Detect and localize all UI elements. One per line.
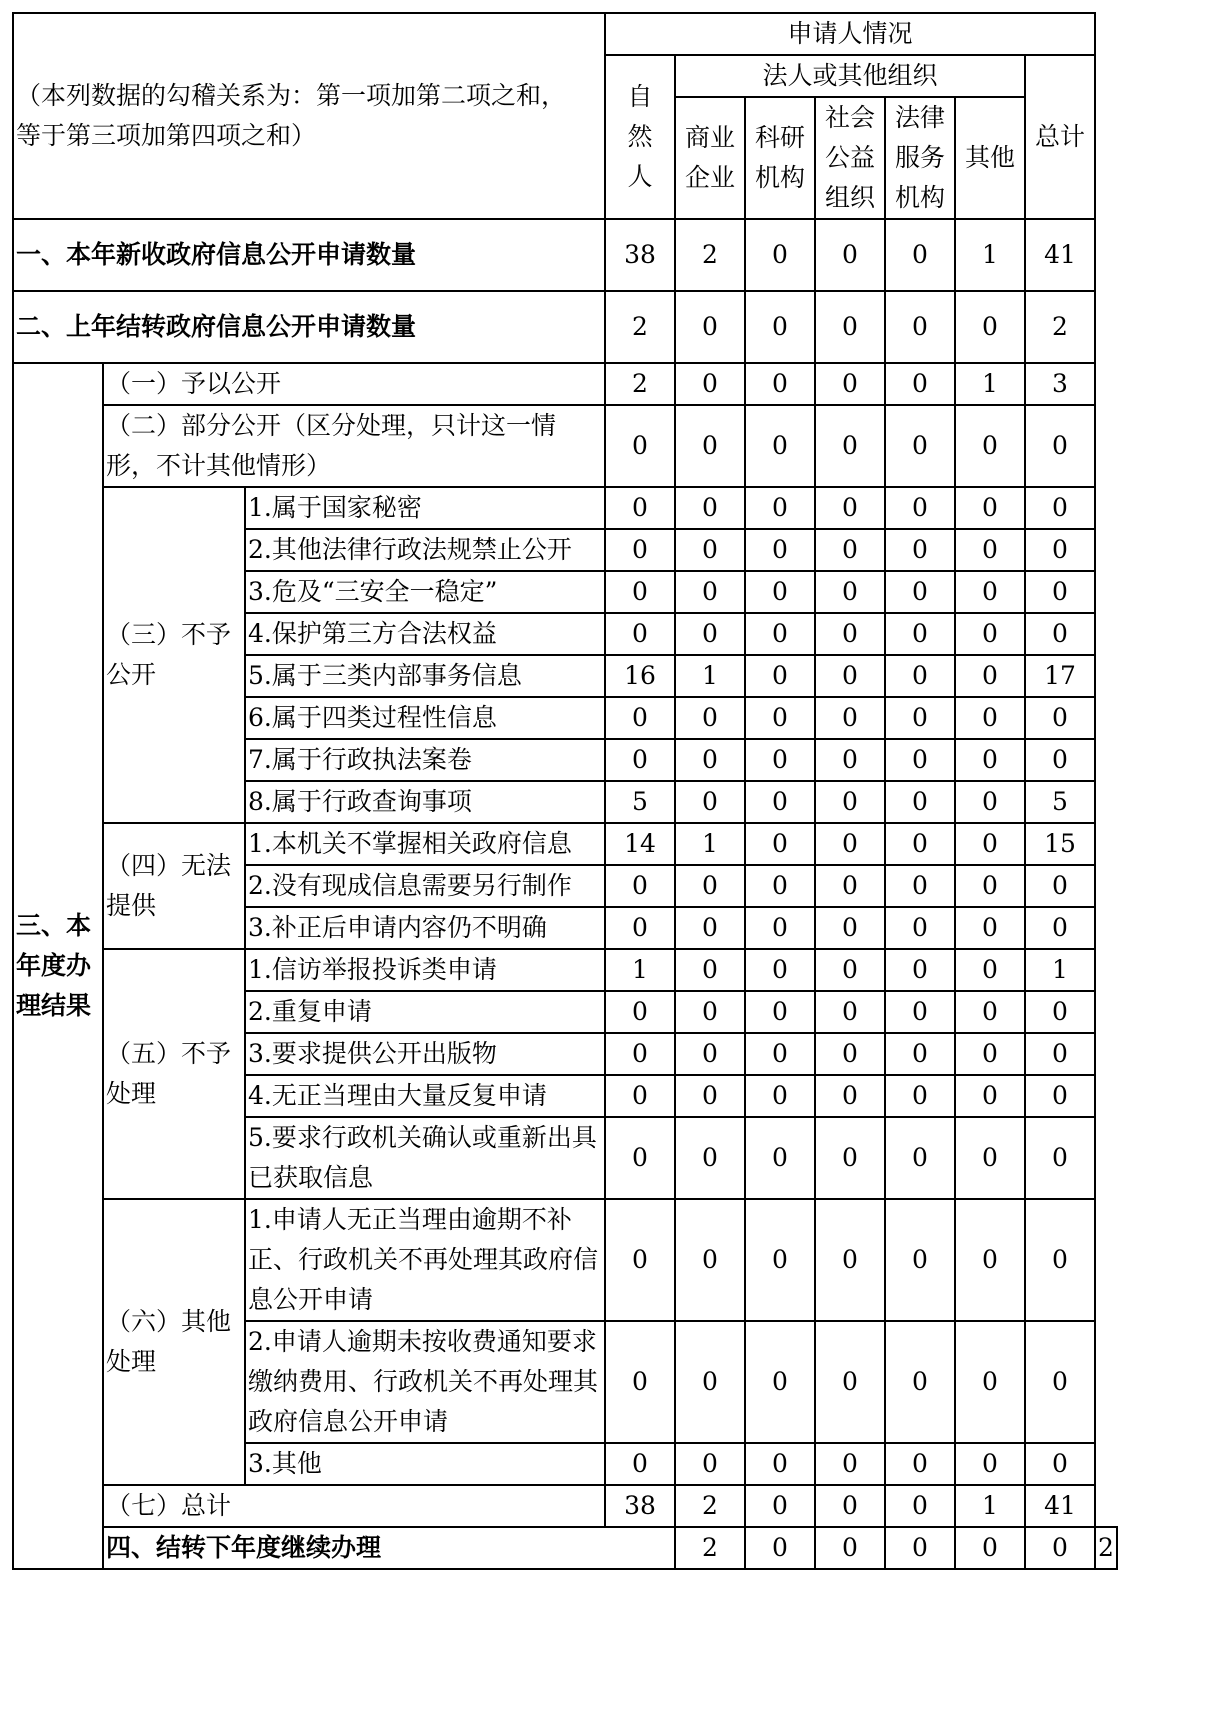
cell: 0 <box>675 697 745 739</box>
row-label: 4.无正当理由大量反复申请 <box>245 1075 605 1117</box>
cell: 0 <box>675 865 745 907</box>
cell: 0 <box>815 1033 885 1075</box>
legal-service-header: 法律 服务 机构 <box>885 97 955 219</box>
cell: 0 <box>885 865 955 907</box>
cell: 0 <box>955 613 1025 655</box>
cell: 2 <box>675 1485 745 1527</box>
cell: 0 <box>675 739 745 781</box>
cell: 0 <box>885 1527 955 1569</box>
cell: 0 <box>885 219 955 291</box>
disclose-label: （一）予以公开 <box>103 363 605 405</box>
cell: 0 <box>605 487 675 529</box>
cell: 0 <box>745 949 815 991</box>
cell: 0 <box>745 1117 815 1199</box>
cell: 0 <box>675 1443 745 1485</box>
cell: 0 <box>675 405 745 487</box>
disclosure-table <box>12 12 1118 1570</box>
unable-label: （四）无法 提供 <box>103 823 245 949</box>
row-label: 2.申请人逾期未按收费通知要求缴纳费用、行政机关不再处理其政府信息公开申请 <box>245 1321 605 1443</box>
cell: 41 <box>1025 1485 1095 1527</box>
cell: 0 <box>955 739 1025 781</box>
cell: 0 <box>675 1199 745 1321</box>
cell: 2 <box>605 291 675 363</box>
cell: 0 <box>955 291 1025 363</box>
social-header: 社会 公益 组织 <box>815 97 885 219</box>
cell: 17 <box>1025 655 1095 697</box>
row-label: 3.要求提供公开出版物 <box>245 1033 605 1075</box>
cell: 0 <box>605 613 675 655</box>
cell: 0 <box>675 1075 745 1117</box>
cell: 0 <box>745 291 815 363</box>
cell: 0 <box>675 1321 745 1443</box>
cell: 0 <box>815 291 885 363</box>
section3-label: 三、本 年度办 理结果 <box>13 363 103 1569</box>
section2-label: 二、上年结转政府信息公开申请数量 <box>13 291 605 363</box>
cell: 0 <box>955 1527 1025 1569</box>
row-label: 2.没有现成信息需要另行制作 <box>245 865 605 907</box>
cell: 0 <box>675 991 745 1033</box>
cell: 0 <box>745 363 815 405</box>
cell: 0 <box>955 1075 1025 1117</box>
cell: 0 <box>605 1033 675 1075</box>
table-row <box>13 405 1117 487</box>
cell: 0 <box>1025 1199 1095 1321</box>
cell: 0 <box>885 1033 955 1075</box>
row-label: 1.信访举报投诉类申请 <box>245 949 605 991</box>
cell: 0 <box>815 1527 885 1569</box>
cell: 0 <box>1025 1321 1095 1443</box>
cell: 0 <box>815 529 885 571</box>
row-label: 1.属于国家秘密 <box>245 487 605 529</box>
cell: 0 <box>745 1321 815 1443</box>
row-label: 7.属于行政执法案卷 <box>245 739 605 781</box>
cell: 38 <box>605 1485 675 1527</box>
cell: 0 <box>955 949 1025 991</box>
cell: 0 <box>885 1443 955 1485</box>
cell: 0 <box>605 1199 675 1321</box>
cell: 0 <box>815 907 885 949</box>
cell: 0 <box>1025 907 1095 949</box>
cell: 0 <box>1025 487 1095 529</box>
cell: 0 <box>605 1443 675 1485</box>
table-row <box>13 949 1117 991</box>
cell: 0 <box>815 865 885 907</box>
cell: 0 <box>745 405 815 487</box>
cell: 16 <box>605 655 675 697</box>
cell: 1 <box>955 363 1025 405</box>
cell: 3 <box>1025 363 1095 405</box>
cell: 0 <box>605 571 675 613</box>
cell: 2 <box>605 363 675 405</box>
cell: 0 <box>815 405 885 487</box>
cell: 2 <box>675 219 745 291</box>
cell: 0 <box>955 1117 1025 1199</box>
table-row <box>13 219 1117 291</box>
cell: 0 <box>885 1321 955 1443</box>
cell: 15 <box>1025 823 1095 865</box>
cell: 0 <box>815 991 885 1033</box>
research-header: 科研 机构 <box>745 97 815 219</box>
cell: 0 <box>605 1117 675 1199</box>
cell: 0 <box>815 823 885 865</box>
commercial-header: 商业 企业 <box>675 97 745 219</box>
cell: 2 <box>1095 1527 1117 1569</box>
cell: 0 <box>885 991 955 1033</box>
cell: 0 <box>885 291 955 363</box>
table-row <box>13 1485 1117 1527</box>
cell: 0 <box>675 487 745 529</box>
relation-note: （本列数据的勾稽关系为：第一项加第二项之和， 等于第三项加第四项之和） <box>13 13 605 219</box>
cell: 0 <box>675 529 745 571</box>
cell: 0 <box>955 991 1025 1033</box>
cell: 5 <box>605 781 675 823</box>
row-label: 2.重复申请 <box>245 991 605 1033</box>
cell: 0 <box>815 571 885 613</box>
cell: 0 <box>1025 739 1095 781</box>
cell: 0 <box>815 1117 885 1199</box>
cell: 0 <box>745 1033 815 1075</box>
cell: 0 <box>1025 405 1095 487</box>
cell: 0 <box>605 907 675 949</box>
cell: 0 <box>815 1075 885 1117</box>
cell: 0 <box>815 219 885 291</box>
cell: 0 <box>1025 529 1095 571</box>
cell: 0 <box>1025 571 1095 613</box>
row-label: 5.要求行政机关确认或重新出具已获取信息 <box>245 1117 605 1199</box>
cell: 0 <box>955 1443 1025 1485</box>
cell: 0 <box>605 405 675 487</box>
cell: 0 <box>885 529 955 571</box>
cell: 0 <box>745 613 815 655</box>
cell: 0 <box>815 1443 885 1485</box>
cell: 5 <box>1025 781 1095 823</box>
cell: 14 <box>605 823 675 865</box>
cell: 0 <box>955 907 1025 949</box>
cell: 0 <box>885 363 955 405</box>
cell: 0 <box>675 613 745 655</box>
row-label: 1.本机关不掌握相关政府信息 <box>245 823 605 865</box>
cell: 0 <box>675 1033 745 1075</box>
cell: 0 <box>745 1485 815 1527</box>
row-label: 6.属于四类过程性信息 <box>245 697 605 739</box>
cell: 0 <box>1025 1527 1095 1569</box>
cell: 0 <box>745 1527 815 1569</box>
not-disclose-label: （三）不予 公开 <box>103 487 245 823</box>
cell: 0 <box>1025 1033 1095 1075</box>
cell: 0 <box>675 1117 745 1199</box>
cell: 0 <box>745 487 815 529</box>
table-row <box>13 823 1117 865</box>
cell: 0 <box>605 991 675 1033</box>
cell: 0 <box>955 487 1025 529</box>
cell: 0 <box>885 781 955 823</box>
table-row <box>13 1527 1117 1569</box>
cell: 0 <box>745 739 815 781</box>
section4-label: 四、结转下年度继续办理 <box>103 1527 675 1569</box>
table-row <box>13 1199 1117 1321</box>
table-row <box>13 363 1117 405</box>
cell: 0 <box>885 613 955 655</box>
section3-total-label: （七）总计 <box>103 1485 605 1527</box>
cell: 0 <box>605 1321 675 1443</box>
cell: 0 <box>745 1199 815 1321</box>
row-label: 4.保护第三方合法权益 <box>245 613 605 655</box>
cell: 0 <box>745 655 815 697</box>
cell: 0 <box>675 907 745 949</box>
cell: 0 <box>885 907 955 949</box>
cell: 0 <box>1025 697 1095 739</box>
cell: 0 <box>745 1075 815 1117</box>
cell: 0 <box>1025 613 1095 655</box>
legal-group-header: 法人或其他组织 <box>675 55 1025 97</box>
cell: 0 <box>605 529 675 571</box>
cell: 0 <box>815 1199 885 1321</box>
cell: 0 <box>885 405 955 487</box>
cell: 2 <box>675 1527 745 1569</box>
cell: 0 <box>815 739 885 781</box>
not-process-label: （五）不予 处理 <box>103 949 245 1199</box>
cell: 0 <box>885 655 955 697</box>
cell: 0 <box>605 865 675 907</box>
cell: 1 <box>675 823 745 865</box>
partial-label: （二）部分公开（区分处理，只计这一情形，不计其他情形） <box>103 405 605 487</box>
row-label: 2.其他法律行政法规禁止公开 <box>245 529 605 571</box>
cell: 0 <box>675 291 745 363</box>
cell: 41 <box>1025 219 1095 291</box>
cell: 0 <box>815 1485 885 1527</box>
cell: 0 <box>955 1321 1025 1443</box>
cell: 0 <box>885 1075 955 1117</box>
cell: 0 <box>745 823 815 865</box>
cell: 0 <box>745 1443 815 1485</box>
row-label: 1.申请人无正当理由逾期不补正、行政机关不再处理其政府信息公开申请 <box>245 1199 605 1321</box>
cell: 0 <box>815 697 885 739</box>
total-header: 总计 <box>1025 55 1095 219</box>
cell: 0 <box>885 949 955 991</box>
cell: 0 <box>815 1321 885 1443</box>
cell: 1 <box>1025 949 1095 991</box>
cell: 0 <box>885 823 955 865</box>
cell: 0 <box>745 697 815 739</box>
cell: 0 <box>815 949 885 991</box>
cell: 0 <box>955 697 1025 739</box>
applicant-status-header: 申请人情况 <box>605 13 1095 55</box>
cell: 0 <box>955 405 1025 487</box>
row-label: 5.属于三类内部事务信息 <box>245 655 605 697</box>
cell: 0 <box>885 1485 955 1527</box>
cell: 0 <box>885 739 955 781</box>
cell: 0 <box>885 487 955 529</box>
cell: 0 <box>955 823 1025 865</box>
cell: 0 <box>675 363 745 405</box>
cell: 0 <box>605 697 675 739</box>
row-label: 3.危及“三安全一稳定” <box>245 571 605 613</box>
cell: 0 <box>955 781 1025 823</box>
cell: 0 <box>675 781 745 823</box>
cell: 0 <box>675 949 745 991</box>
row-label: 3.其他 <box>245 1443 605 1485</box>
cell: 0 <box>815 487 885 529</box>
cell: 0 <box>745 219 815 291</box>
cell: 38 <box>605 219 675 291</box>
cell: 0 <box>815 655 885 697</box>
cell: 0 <box>675 571 745 613</box>
cell: 0 <box>885 697 955 739</box>
cell: 0 <box>815 613 885 655</box>
cell: 0 <box>885 571 955 613</box>
cell: 0 <box>745 991 815 1033</box>
cell: 0 <box>605 1075 675 1117</box>
cell: 1 <box>955 219 1025 291</box>
cell: 0 <box>885 1199 955 1321</box>
cell: 0 <box>1025 865 1095 907</box>
cell: 0 <box>955 571 1025 613</box>
other-process-label: （六）其他 处理 <box>103 1199 245 1485</box>
cell: 0 <box>1025 991 1095 1033</box>
cell: 0 <box>745 781 815 823</box>
cell: 0 <box>745 907 815 949</box>
section1-label: 一、本年新收政府信息公开申请数量 <box>13 219 605 291</box>
cell: 0 <box>955 655 1025 697</box>
cell: 2 <box>1025 291 1095 363</box>
cell: 1 <box>605 949 675 991</box>
cell: 0 <box>1025 1443 1095 1485</box>
row-label: 3.补正后申请内容仍不明确 <box>245 907 605 949</box>
cell: 0 <box>745 529 815 571</box>
table-row <box>13 291 1117 363</box>
cell: 0 <box>955 1033 1025 1075</box>
cell: 0 <box>955 865 1025 907</box>
cell: 0 <box>1025 1075 1095 1117</box>
cell: 0 <box>815 781 885 823</box>
cell: 0 <box>745 571 815 613</box>
cell: 0 <box>815 363 885 405</box>
cell: 0 <box>885 1117 955 1199</box>
other-header: 其他 <box>955 97 1025 219</box>
cell: 1 <box>675 655 745 697</box>
cell: 0 <box>955 1199 1025 1321</box>
table-row <box>13 487 1117 529</box>
cell: 1 <box>955 1485 1025 1527</box>
cell: 0 <box>745 865 815 907</box>
row-label: 8.属于行政查询事项 <box>245 781 605 823</box>
cell: 0 <box>1025 1117 1095 1199</box>
cell: 0 <box>605 739 675 781</box>
natural-person-header: 自 然 人 <box>605 55 675 219</box>
cell: 0 <box>955 529 1025 571</box>
